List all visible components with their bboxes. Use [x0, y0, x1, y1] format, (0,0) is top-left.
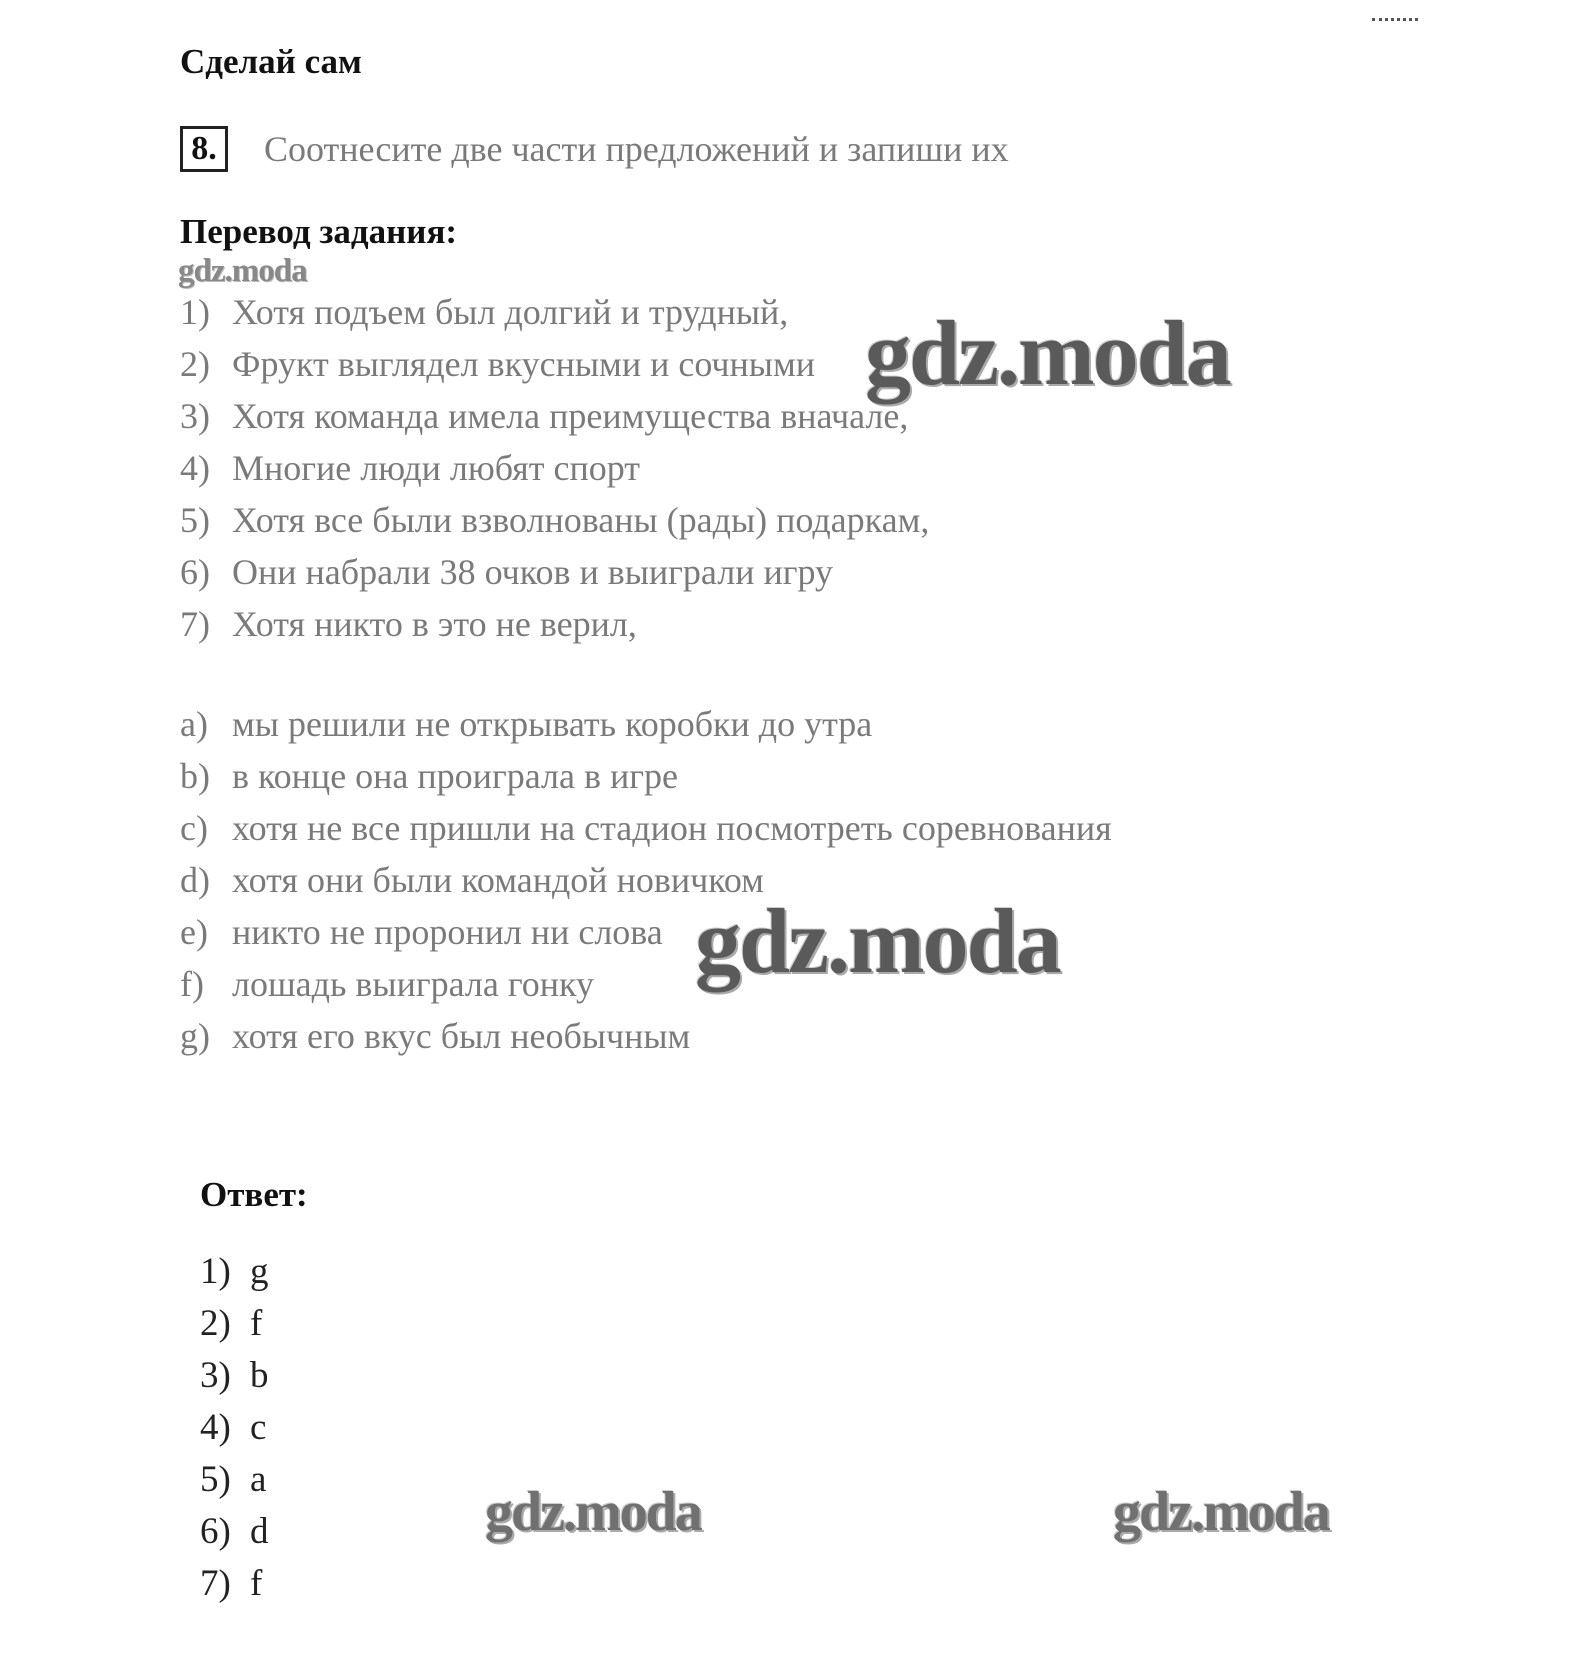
answer-item: [200, 1506, 269, 1558]
watermark-medium: gdz.moda: [485, 1481, 701, 1543]
answer-item: [200, 1350, 269, 1402]
first-parts-list: [180, 286, 929, 650]
answer-letter: d: [250, 1511, 269, 1552]
answer-number: 7): [200, 1563, 231, 1604]
item-text: в конце она проиграла в игре: [232, 756, 678, 796]
task-number-box: 8.: [180, 126, 228, 172]
list-item: [180, 286, 929, 338]
item-text: Фрукт выглядел вкусными и сочными: [232, 344, 815, 384]
item-text: хотя его вкус был необычным: [232, 1016, 691, 1056]
answer-letter: a: [250, 1459, 267, 1500]
watermark-large: gdz.moda: [695, 890, 1060, 992]
answer-number: 4): [200, 1407, 231, 1448]
item-text: мы решили не открывать коробки до утра: [232, 704, 873, 744]
answer-item: [200, 1558, 269, 1610]
list-item: [180, 338, 929, 390]
item-letter: g): [180, 1016, 210, 1056]
item-letter: f): [180, 964, 204, 1004]
item-text: Они набрали 38 очков и выиграли игру: [232, 552, 834, 592]
watermark-medium: gdz.moda: [1113, 1481, 1329, 1543]
item-text: Хотя команда имела преимущества вначале,: [232, 396, 909, 436]
answer-number: 6): [200, 1511, 231, 1552]
list-item: [180, 750, 1112, 802]
item-text: Хотя все были взволнованы (рады) подаркам,: [232, 500, 930, 540]
list-item: [180, 698, 1112, 750]
translation-title: Перевод задания:: [180, 212, 458, 251]
answer-letter: f: [250, 1303, 263, 1344]
item-number: 3): [180, 396, 210, 436]
list-item: [180, 442, 929, 494]
task-row: [180, 126, 1009, 172]
item-number: 5): [180, 500, 210, 540]
section-title: Сделай сам: [180, 42, 362, 81]
item-text: никто не проронил ни слова: [232, 912, 663, 952]
watermark-large: gdz.moda: [865, 302, 1230, 404]
answer-item: [200, 1246, 269, 1298]
corner-scan-mark: [1372, 18, 1418, 25]
answer-item: [200, 1402, 269, 1454]
list-item: [180, 546, 929, 598]
item-number: 7): [180, 604, 210, 644]
answer-letter: c: [250, 1407, 267, 1448]
item-number: 6): [180, 552, 210, 592]
item-text: Хотя никто в это не верил,: [232, 604, 637, 644]
watermark-small: gdz.moda: [178, 253, 307, 289]
item-letter: b): [180, 756, 210, 796]
answer-letter: g: [250, 1251, 269, 1292]
item-number: 4): [180, 448, 210, 488]
item-text: хотя они были командой новичком: [232, 860, 764, 900]
answer-item: [200, 1454, 269, 1506]
answer-number: 3): [200, 1355, 231, 1396]
answer-letter: b: [250, 1355, 269, 1396]
item-text: хотя не все пришли на стадион посмотреть соревнования: [232, 808, 1112, 848]
list-item: [180, 802, 1112, 854]
answer-number: 2): [200, 1303, 231, 1344]
answer-number: 5): [200, 1459, 231, 1500]
item-number: 2): [180, 344, 210, 384]
item-text: лошадь выиграла гонку: [232, 964, 594, 1004]
answer-number: 1): [200, 1251, 231, 1292]
item-letter: a): [180, 704, 208, 744]
answer-title: Ответ:: [200, 1175, 308, 1214]
item-text: Многие люди любят спорт: [232, 448, 640, 488]
list-item: [180, 598, 929, 650]
list-item: [180, 1010, 1112, 1062]
answer-item: [200, 1298, 269, 1350]
item-letter: c): [180, 808, 208, 848]
list-item: [180, 494, 929, 546]
item-text: Хотя подъем был долгий и трудный,: [232, 292, 789, 332]
answer-letter: f: [250, 1563, 263, 1604]
item-number: 1): [180, 292, 210, 332]
task-instruction: Соотнесите две части предложений и запиши их: [264, 129, 1009, 169]
list-item: [180, 390, 929, 442]
item-letter: e): [180, 912, 208, 952]
item-letter: d): [180, 860, 210, 900]
answers-list: [200, 1246, 269, 1610]
second-parts-list: [180, 698, 1112, 1062]
